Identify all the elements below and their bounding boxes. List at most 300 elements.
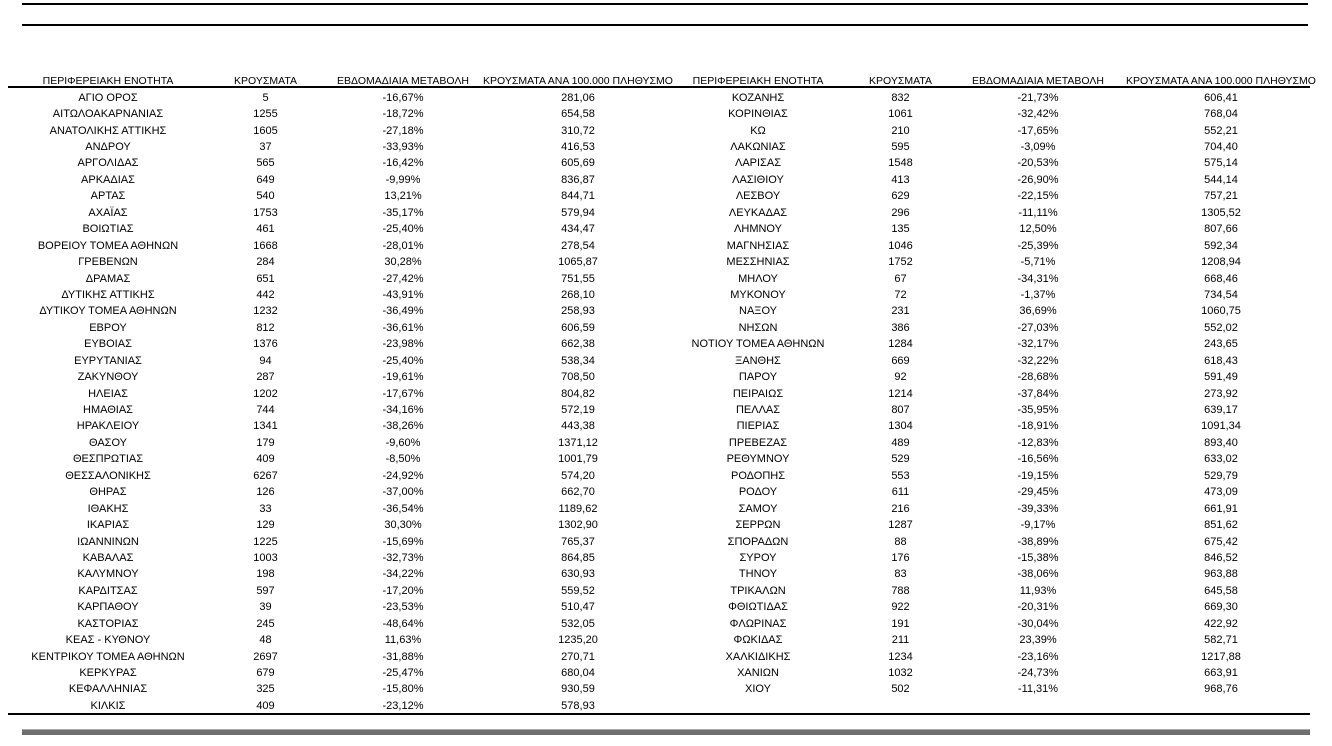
- weekly-change-cell: -20,53%: [1017, 157, 1059, 170]
- per-100k-cell: 807,66: [1204, 223, 1238, 236]
- per-100k-cell: 1060,75: [1201, 305, 1241, 318]
- cases-cell: 176: [891, 551, 910, 564]
- table-row: [8, 254, 673, 270]
- weekly-change-cell: -37,84%: [1017, 387, 1059, 400]
- weekly-change-cell: -33,93%: [382, 141, 424, 154]
- cases-cell: 553: [891, 469, 910, 482]
- weekly-change-cell: -34,16%: [382, 404, 424, 417]
- cases-cell: 1548: [888, 157, 913, 170]
- weekly-change-cell: -22,15%: [1017, 190, 1059, 203]
- per-100k-cell: 893,40: [1204, 436, 1238, 449]
- cases-cell: 211: [891, 634, 910, 647]
- per-100k-cell: 268,10: [561, 288, 595, 301]
- table-row: [673, 254, 1324, 270]
- cases-cell: 529: [891, 453, 910, 466]
- table-row: [8, 419, 673, 435]
- table-row: [8, 369, 673, 385]
- table-row: [8, 287, 673, 303]
- table-row: [673, 435, 1324, 451]
- cases-cell: 296: [891, 206, 910, 219]
- per-100k-cell: 273,92: [1204, 387, 1238, 400]
- weekly-change-cell: -15,69%: [382, 535, 424, 548]
- region-cell: ΖΑΚΥΝΘΟΥ: [77, 371, 139, 384]
- weekly-change-cell: -8,50%: [385, 453, 421, 466]
- cases-cell: 442: [256, 288, 275, 301]
- region-cell: ΛΑΚΩΝΙΑΣ: [730, 141, 786, 154]
- region-cell: ΛΑΣΙΘΙΟΥ: [732, 173, 784, 186]
- cases-cell: 1304: [888, 420, 913, 433]
- per-100k-cell: 1001,79: [558, 453, 598, 466]
- per-100k-cell: 630,93: [561, 568, 595, 581]
- table-row: [8, 600, 673, 616]
- cases-cell: 2697: [253, 650, 278, 663]
- weekly-change-cell: -32,42%: [1017, 108, 1059, 121]
- weekly-change-cell: -20,31%: [1017, 601, 1059, 614]
- region-cell: ΑΝΔΡΟΥ: [85, 141, 131, 154]
- weekly-change-cell: 36,69%: [1019, 305, 1057, 318]
- region-cell: ΜΗΛΟΥ: [738, 272, 778, 285]
- cases-cell: 611: [891, 486, 910, 499]
- table-row: [673, 649, 1324, 665]
- weekly-change-cell: -36,49%: [382, 305, 424, 318]
- per-100k-cell: 310,72: [561, 124, 595, 137]
- per-100k-cell: 473,09: [1204, 486, 1238, 499]
- region-cell: ΙΩΑΝΝΙΝΩΝ: [77, 535, 139, 548]
- per-100k-cell: 575,14: [1204, 157, 1238, 170]
- cases-cell: 1232: [253, 305, 278, 318]
- table-row: [8, 304, 673, 320]
- table-row: [673, 337, 1324, 353]
- region-cell: ΚΑΣΤΟΡΙΑΣ: [77, 617, 139, 630]
- per-100k-cell: 258,93: [561, 305, 595, 318]
- region-cell: ΘΗΡΑΣ: [89, 486, 127, 499]
- table-row: [8, 337, 673, 353]
- cases-cell: 72: [894, 288, 907, 301]
- table-row: [673, 600, 1324, 616]
- weekly-change-cell: -16,42%: [382, 157, 424, 170]
- table-row: [673, 386, 1324, 402]
- weekly-change-cell: -35,17%: [382, 206, 424, 219]
- table-row: [8, 682, 673, 698]
- cases-cell: 198: [256, 568, 275, 581]
- per-100k-cell: 765,37: [561, 535, 595, 548]
- table-row: [8, 567, 673, 583]
- cases-cell: 1753: [253, 206, 278, 219]
- table-row: [673, 271, 1324, 287]
- weekly-change-cell: -27,03%: [1017, 321, 1059, 334]
- region-cell: ΦΛΩΡΙΝΑΣ: [729, 617, 787, 630]
- per-100k-cell: 768,04: [1204, 108, 1238, 121]
- per-100k-cell: 434,47: [561, 223, 595, 236]
- per-100k-cell: 836,87: [561, 173, 595, 186]
- per-100k-cell: 680,04: [561, 667, 595, 680]
- per-100k-cell: 639,17: [1204, 404, 1238, 417]
- table-row: [673, 567, 1324, 583]
- per-100k-cell: 510,47: [561, 601, 595, 614]
- table-row: [8, 271, 673, 287]
- cases-cell: 210: [891, 124, 910, 137]
- table-row: [8, 353, 673, 369]
- weekly-change-cell: -37,00%: [382, 486, 424, 499]
- column-header-cases-per-100k: ΚΡΟΥΣΜΑΤΑ ΑΝΑ 100.000 ΠΛΗΘΥΣΜΟ: [1126, 74, 1316, 87]
- per-100k-cell: 281,06: [561, 91, 595, 104]
- weekly-change-cell: -38,06%: [1017, 568, 1059, 581]
- table-body-right: [673, 90, 1324, 698]
- per-100k-cell: 606,59: [561, 321, 595, 334]
- weekly-change-cell: 30,28%: [384, 256, 422, 269]
- weekly-change-cell: -23,16%: [1017, 650, 1059, 663]
- per-100k-cell: 1189,62: [558, 502, 598, 515]
- cases-cell: 409: [256, 699, 275, 712]
- region-cell: ΛΗΜΝΟΥ: [734, 223, 782, 236]
- per-100k-cell: 1217,88: [1201, 650, 1241, 663]
- per-100k-cell: 270,71: [561, 650, 595, 663]
- table-row: [8, 501, 673, 517]
- weekly-change-cell: -43,91%: [382, 288, 424, 301]
- cases-cell: 597: [256, 584, 275, 597]
- cases-cell: 679: [256, 667, 275, 680]
- per-100k-cell: 675,42: [1204, 535, 1238, 548]
- table-row: [673, 485, 1324, 501]
- table-body-left: [8, 90, 673, 715]
- weekly-change-cell: -17,65%: [1017, 124, 1059, 137]
- cases-cell: 812: [256, 321, 275, 334]
- per-100k-cell: 538,34: [561, 354, 595, 367]
- per-100k-cell: 443,38: [561, 420, 595, 433]
- region-cell: ΒΟΡΕΙΟΥ ΤΟΜΕΑ ΑΘΗΝΩΝ: [37, 239, 179, 252]
- region-cell: ΗΛΕΙΑΣ: [88, 387, 128, 400]
- region-cell: ΕΥΡΥΤΑΝΙΑΣ: [74, 354, 142, 367]
- cases-cell: 325: [256, 683, 275, 696]
- cases-cell: 595: [891, 141, 910, 154]
- weekly-change-cell: -25,39%: [1017, 239, 1059, 252]
- weekly-change-cell: -15,80%: [382, 683, 424, 696]
- region-cell: ΧΙΟΥ: [745, 683, 771, 696]
- cases-cell: 94: [259, 354, 272, 367]
- cases-cell: 565: [256, 157, 275, 170]
- region-cell: ΑΡΓΟΛΙΔΑΣ: [77, 157, 139, 170]
- weekly-change-cell: 23,39%: [1019, 634, 1057, 647]
- cases-cell: 669: [891, 354, 910, 367]
- table-row: [8, 90, 673, 106]
- table-bottom-rule: [8, 713, 1310, 715]
- cases-cell: 1202: [253, 387, 278, 400]
- cases-cell: 1605: [253, 124, 278, 137]
- cases-cell: 6267: [253, 469, 278, 482]
- cases-cell: 1225: [253, 535, 278, 548]
- region-cell: ΗΜΑΘΙΑΣ: [83, 404, 133, 417]
- per-100k-cell: 416,53: [561, 141, 595, 154]
- weekly-change-cell: -18,72%: [382, 108, 424, 121]
- table-row: [8, 172, 673, 188]
- weekly-change-cell: -11,31%: [1017, 683, 1059, 696]
- per-100k-cell: 654,58: [561, 108, 595, 121]
- table-row: [673, 222, 1324, 238]
- region-cell: ΣΑΜΟΥ: [738, 502, 778, 515]
- weekly-change-cell: -25,40%: [382, 354, 424, 367]
- table-row: [673, 353, 1324, 369]
- top-rule-first: [22, 3, 1308, 5]
- per-100k-cell: 661,91: [1204, 502, 1238, 515]
- per-100k-cell: 552,21: [1204, 124, 1238, 137]
- table-row: [8, 106, 673, 122]
- weekly-change-cell: -28,01%: [382, 239, 424, 252]
- cases-cell: 1061: [888, 108, 913, 121]
- region-cell: ΚΕΝΤΡΙΚΟΥ ΤΟΜΕΑ ΑΘΗΝΩΝ: [31, 650, 185, 663]
- region-cell: ΡΕΘΥΜΝΟΥ: [726, 453, 790, 466]
- region-cell: ΠΕΛΛΑΣ: [735, 404, 781, 417]
- weekly-change-cell: -5,71%: [1020, 256, 1056, 269]
- weekly-change-cell: -39,33%: [1017, 502, 1059, 515]
- table-row: [8, 189, 673, 205]
- weekly-change-cell: -25,40%: [382, 223, 424, 236]
- weekly-change-cell: -32,22%: [1017, 354, 1059, 367]
- weekly-change-cell: -15,38%: [1017, 551, 1059, 564]
- region-cell: ΚΕΡΚΥΡΑΣ: [79, 667, 137, 680]
- cases-cell: 245: [256, 617, 275, 630]
- region-cell: ΚΕΑΣ - ΚΥΘΝΟΥ: [65, 634, 151, 647]
- header-underline-rule: [8, 86, 1310, 88]
- per-100k-cell: 422,92: [1204, 617, 1238, 630]
- cases-cell: 37: [259, 141, 272, 154]
- per-100k-cell: 1302,90: [558, 519, 598, 532]
- region-cell: ΦΘΙΩΤΙΔΑΣ: [728, 601, 788, 614]
- weekly-change-cell: -26,90%: [1017, 173, 1059, 186]
- region-cell: ΔΥΤΙΚΟΥ ΤΟΜΕΑ ΑΘΗΝΩΝ: [39, 305, 177, 318]
- table-row: [8, 205, 673, 221]
- region-cell: ΦΩΚΙΔΑΣ: [733, 634, 783, 647]
- table-row: [673, 189, 1324, 205]
- region-cell: ΤΗΝΟΥ: [738, 568, 778, 581]
- weekly-change-cell: -12,83%: [1017, 436, 1059, 449]
- cases-cell: 1255: [253, 108, 278, 121]
- region-cell: ΧΑΝΙΩΝ: [737, 667, 779, 680]
- cases-cell: 788: [891, 584, 910, 597]
- region-cell: ΚΑΒΑΛΑΣ: [82, 551, 134, 564]
- table-row: [673, 632, 1324, 648]
- cases-cell: 39: [259, 601, 272, 614]
- cases-cell: 651: [256, 272, 275, 285]
- table-row: [8, 139, 673, 155]
- table-row: [673, 517, 1324, 533]
- cases-cell: 179: [256, 436, 275, 449]
- region-cell: ΞΑΝΘΗΣ: [735, 354, 781, 367]
- table-row: [673, 123, 1324, 139]
- per-100k-cell: 804,82: [561, 387, 595, 400]
- region-cell: ΑΝΑΤΟΛΙΚΗΣ ΑΤΤΙΚΗΣ: [49, 124, 167, 137]
- weekly-change-cell: -3,09%: [1020, 141, 1056, 154]
- per-100k-cell: 669,30: [1204, 601, 1238, 614]
- cases-cell: 832: [891, 91, 910, 104]
- cases-cell: 1284: [888, 338, 913, 351]
- per-100k-cell: 618,43: [1204, 354, 1238, 367]
- table-row: [8, 485, 673, 501]
- per-100k-cell: 662,70: [561, 486, 595, 499]
- per-100k-cell: 844,71: [561, 190, 595, 203]
- per-100k-cell: 572,19: [561, 404, 595, 417]
- per-100k-cell: 579,94: [561, 206, 595, 219]
- region-cell: ΙΘΑΚΗΣ: [87, 502, 129, 515]
- per-100k-cell: 243,65: [1204, 338, 1238, 351]
- per-100k-cell: 864,85: [561, 551, 595, 564]
- region-cell: ΑΙΤΩΛΟΑΚΑΡΝΑΝΙΑΣ: [52, 108, 164, 121]
- region-cell: ΣΕΡΡΩΝ: [735, 519, 781, 532]
- per-100k-cell: 559,52: [561, 584, 595, 597]
- column-header-regional-unit: ΠΕΡΙΦΕΡΕΙΑΚΗ ΕΝΟΤΗΤΑ: [42, 74, 174, 87]
- cases-cell: 67: [894, 272, 907, 285]
- per-100k-cell: 633,02: [1204, 453, 1238, 466]
- table-row: [673, 90, 1324, 106]
- column-header-cases: ΚΡΟΥΣΜΑΤΑ: [234, 74, 297, 87]
- cases-cell: 135: [891, 223, 910, 236]
- weekly-change-cell: -27,42%: [382, 272, 424, 285]
- per-100k-cell: 662,38: [561, 338, 595, 351]
- table-row: [673, 583, 1324, 599]
- weekly-change-cell: -36,54%: [382, 502, 424, 515]
- weekly-change-cell: -16,67%: [382, 91, 424, 104]
- region-cell: ΛΕΥΚΑΔΑΣ: [728, 206, 788, 219]
- per-100k-cell: 1065,87: [558, 256, 598, 269]
- per-100k-cell: 930,59: [561, 683, 595, 696]
- weekly-change-cell: 11,93%: [1019, 584, 1057, 597]
- per-100k-cell: 757,21: [1204, 190, 1238, 203]
- per-100k-cell: 605,69: [561, 157, 595, 170]
- weekly-change-cell: -31,88%: [382, 650, 424, 663]
- column-header-cases: ΚΡΟΥΣΜΑΤΑ: [869, 74, 932, 87]
- cases-cell: 1341: [253, 420, 278, 433]
- table-row: [8, 649, 673, 665]
- table-row: [673, 534, 1324, 550]
- per-100k-cell: 1235,20: [558, 634, 598, 647]
- table-row: [8, 320, 673, 336]
- per-100k-cell: 963,88: [1204, 568, 1238, 581]
- region-cell: ΘΕΣΣΑΛΟΝΙΚΗΣ: [65, 469, 151, 482]
- region-cell: ΜΕΣΣΗΝΙΑΣ: [726, 256, 790, 269]
- table-row: [8, 452, 673, 468]
- table-row: [673, 320, 1324, 336]
- weekly-change-cell: -19,61%: [382, 371, 424, 384]
- region-cell: ΑΧΑΪΑΣ: [88, 206, 128, 219]
- region-cell: ΤΡΙΚΑΛΩΝ: [730, 584, 786, 597]
- per-100k-cell: 846,52: [1204, 551, 1238, 564]
- per-100k-cell: 591,49: [1204, 371, 1238, 384]
- weekly-change-cell: -34,22%: [382, 568, 424, 581]
- table-row: [673, 238, 1324, 254]
- weekly-change-cell: -36,61%: [382, 321, 424, 334]
- region-cell: ΧΑΛΚΙΔΙΚΗΣ: [725, 650, 791, 663]
- weekly-change-cell: -9,99%: [385, 173, 421, 186]
- region-cell: ΘΑΣΟΥ: [88, 436, 128, 449]
- cases-cell: 461: [256, 223, 275, 236]
- per-100k-cell: 592,34: [1204, 239, 1238, 252]
- table-row: [673, 156, 1324, 172]
- region-cell: ΚΙΛΚΙΣ: [90, 699, 126, 712]
- weekly-change-cell: -32,17%: [1017, 338, 1059, 351]
- per-100k-cell: 529,79: [1204, 469, 1238, 482]
- table-row: [8, 550, 673, 566]
- weekly-change-cell: -38,89%: [1017, 535, 1059, 548]
- per-100k-cell: 704,40: [1204, 141, 1238, 154]
- table-row: [8, 616, 673, 632]
- region-cell: ΡΟΔΟΥ: [738, 486, 778, 499]
- table-row: [673, 369, 1324, 385]
- region-cell: ΜΑΓΝΗΣΙΑΣ: [726, 239, 790, 252]
- weekly-change-cell: -18,91%: [1017, 420, 1059, 433]
- table-row: [673, 419, 1324, 435]
- region-cell: ΚΟΡΙΝΘΙΑΣ: [728, 108, 788, 121]
- per-100k-cell: 708,50: [561, 371, 595, 384]
- region-cell: ΠΕΙΡΑΙΩΣ: [732, 387, 784, 400]
- cases-cell: 1214: [888, 387, 913, 400]
- per-100k-cell: 1091,34: [1201, 420, 1241, 433]
- cases-cell: 807: [891, 404, 910, 417]
- table-row: [8, 665, 673, 681]
- weekly-change-cell: 12,50%: [1019, 223, 1057, 236]
- cases-cell: 33: [259, 502, 272, 515]
- column-header-weekly-change: ΕΒΔΟΜΑΔΙΑΙΑ ΜΕΤΑΒΟΛΗ: [972, 74, 1104, 87]
- region-cell: ΡΟΔΟΠΗΣ: [730, 469, 786, 482]
- table-row: [673, 205, 1324, 221]
- table-row: [673, 287, 1324, 303]
- weekly-change-cell: -34,31%: [1017, 272, 1059, 285]
- weekly-change-cell: 13,21%: [384, 190, 422, 203]
- regional-cases-table-left: [8, 68, 673, 715]
- weekly-change-cell: 11,63%: [384, 634, 422, 647]
- table-row: [673, 402, 1324, 418]
- weekly-change-cell: -1,37%: [1020, 288, 1056, 301]
- cases-cell: 284: [256, 256, 275, 269]
- weekly-change-cell: -16,56%: [1017, 453, 1059, 466]
- cases-cell: 126: [256, 486, 275, 499]
- region-cell: ΔΡΑΜΑΣ: [85, 272, 131, 285]
- per-100k-cell: 606,41: [1204, 91, 1238, 104]
- table-row: [673, 616, 1324, 632]
- cases-cell: 540: [256, 190, 275, 203]
- table-row: [673, 304, 1324, 320]
- table-row: [8, 435, 673, 451]
- cases-cell: 409: [256, 453, 275, 466]
- per-100k-cell: 645,58: [1204, 584, 1238, 597]
- weekly-change-cell: -27,18%: [382, 124, 424, 137]
- cases-cell: 386: [891, 321, 910, 334]
- region-cell: ΠΑΡΟΥ: [738, 371, 778, 384]
- weekly-change-cell: -38,26%: [382, 420, 424, 433]
- cases-cell: 1234: [888, 650, 913, 663]
- table-row: [8, 238, 673, 254]
- table-row: [673, 468, 1324, 484]
- table-row: [673, 682, 1324, 698]
- region-cell: ΘΕΣΠΡΩΤΙΑΣ: [72, 453, 144, 466]
- table-row: [8, 468, 673, 484]
- cases-cell: 1003: [253, 551, 278, 564]
- weekly-change-cell: -29,45%: [1017, 486, 1059, 499]
- region-cell: ΣΠΟΡΑΔΩΝ: [727, 535, 789, 548]
- per-100k-cell: 663,91: [1204, 667, 1238, 680]
- table-row: [673, 501, 1324, 517]
- region-cell: ΛΕΣΒΟΥ: [735, 190, 781, 203]
- per-100k-cell: 532,05: [561, 617, 595, 630]
- weekly-change-cell: -17,67%: [382, 387, 424, 400]
- per-100k-cell: 734,54: [1204, 288, 1238, 301]
- column-header-regional-unit: ΠΕΡΙΦΕΡΕΙΑΚΗ ΕΝΟΤΗΤΑ: [692, 74, 824, 87]
- weekly-change-cell: -35,95%: [1017, 404, 1059, 417]
- region-cell: ΕΒΡΟΥ: [89, 321, 127, 334]
- per-100k-cell: 968,76: [1204, 683, 1238, 696]
- table-row: [8, 402, 673, 418]
- cases-cell: 88: [894, 535, 907, 548]
- per-100k-cell: 582,71: [1204, 634, 1238, 647]
- cases-cell: 1032: [888, 667, 913, 680]
